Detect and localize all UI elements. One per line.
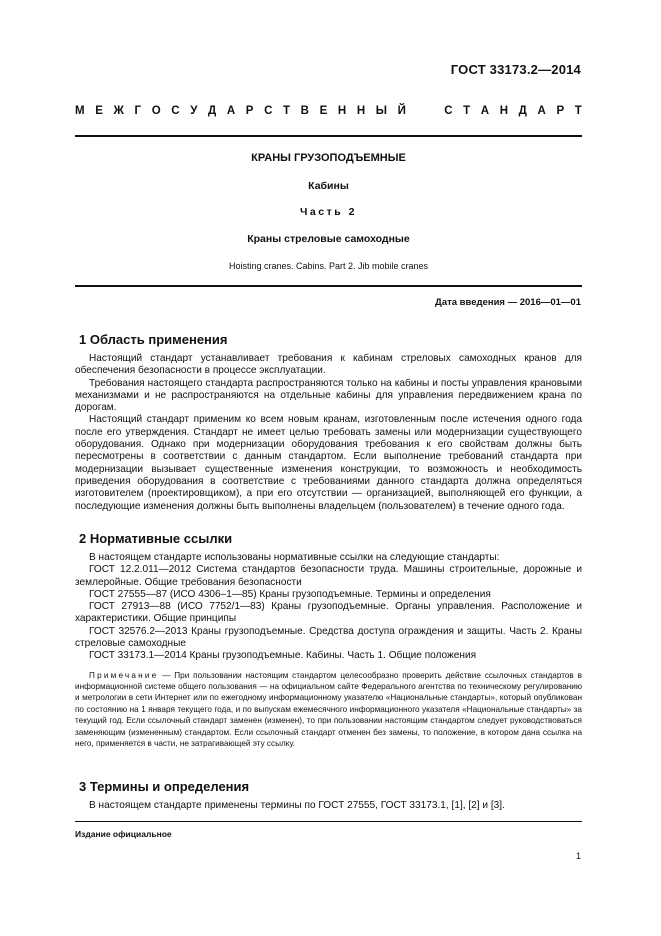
banner-letter: Н [337,105,347,117]
page-number: 1 [575,851,581,861]
banner-letter [417,105,420,117]
paragraph: Требования настоящего стандарта распространяются только на кабины и посты управления крановыми механизмами и не распространяются на отдельные кабины для управления передвижением крана по дорогам. [75,377,582,414]
document-part: Часть 2 [300,206,357,218]
banner-letter: Т [574,105,582,117]
reference-item: ГОСТ 12.2.011—2012 Система стандартов безопасности труда. Машины строительные, дорожные и землеройные. Общие требования безопасности [75,564,582,588]
footer-divider [75,821,582,822]
note [75,670,582,750]
paragraph: Настоящий стандарт устанавливает требования к кабинам стреловых самоходных кранов для обеспечения безопасности в процессе эксплуатации. [75,353,582,377]
english-title: Hoisting cranes. Cabins. Part 2. Jib mobile cranes [228,261,429,271]
document-subtitle: Кабины [308,180,349,192]
banner-letter: Р [245,105,254,117]
effective-date: Дата введения — 2016—01—01 [435,297,581,308]
section-terms [75,779,582,812]
section-title: 2 Нормативные ссылки [79,531,233,546]
banner-letter: Д [208,105,217,117]
banner-letter: Й [397,105,406,117]
paragraph: В настоящем стандарте использованы нормативные ссылки на следующие стандарты: [89,552,500,563]
paragraph: Настоящий стандарт применим ко всем новым кранам, изготовленным после истечения одного года после его утверждения. Стандарт не имеет целью требовать замены или модернизации существующего оборудования. Однако при модернизации оборудования требования к его свойствам должны быть пересмотрены в соответствии с данным стандартом. Если выполнение требований стандарта при модернизации вызывает существенные изменения конструкции, то возможность и необходимость приведения оборудования в соответствие с требованиями данного стандарта должна определяться изготовителем (проектировщиком), а при его отсутствии — организацией, выполняющей его функции, а последующие изменения должны быть выполнены владельцем (пользователем) в течение одного года. [75,414,582,512]
title-divider [75,285,582,287]
banner-letter: Н [499,105,509,117]
paragraph: В настоящем стандарте применены термины по ГОСТ 27555, ГОСТ 33173.1, [1], [2] и [3]. [89,800,505,811]
section-scope [75,332,582,513]
banner-letter: С [444,105,453,117]
section-title: 1 Область применения [79,332,228,347]
banner-letter: Т [463,105,471,117]
banner-letter: Р [556,105,565,117]
banner-letter: А [226,105,236,117]
banner-letter: О [151,105,161,117]
banner-letter: Е [95,105,103,117]
document-title: КРАНЫ ГРУЗОПОДЪЕМНЫЕ [251,152,406,164]
banner-letter: С [171,105,180,117]
banner-letter: А [537,105,546,117]
banner-letter: Д [518,105,527,117]
note-label: Примечание [89,670,159,680]
official-edition-label: Издание официальное [75,829,172,839]
banner-letter: Е [319,105,328,117]
reference-item: ГОСТ 27913—88 (ИСО 7752/1—83) Краны грузоподъемные. Органы управления. Расположение и характеристики. Общие принципы [75,601,582,625]
section-normative-references [75,531,582,750]
banner-letter: Н [356,105,366,117]
banner-letter [430,105,433,117]
note-text: — При пользовании настоящим стандартом целесообразно проверить действие ссылочных стандартов в информационной системе общего пользования — на официальном сайте Федерального агентства по техническому регулированию и метрологии в сети Интернет или по ежегодному информационному указателю «Национальные стандарты», который опубликован по состоянию на 1 января текущего года, и по выпускам ежемесячного информационного указателя «Национальные стандарты» за текущий год. Если ссылочный стандарт заменен (изменен), то при пользовании настоящим стандартом следует руководствоваться заменяющим (измененным) стандартом. Если ссылочный стандарт отменен без замены, то положение, в котором дана ссылка на него, применяется в части, не затрагивающей эту ссылку. [75,670,582,749]
reference-item: ГОСТ 32576.2—2013 Краны грузоподъемные. Средства доступа ограждения и защиты. Часть 2. Краны стреловые самоходные [75,625,582,650]
banner-letter: С [264,105,273,117]
section-title: 3 Термины и определения [79,779,250,794]
banner-letter: Г [134,105,142,117]
banner-letter: М [75,105,85,117]
banner-letter: У [190,105,198,117]
banner-letter: Т [283,105,291,117]
document-code: ГОСТ 33173.2—2014 [450,62,581,77]
reference-item: ГОСТ 27555—87 (ИСО 4306–1—85) Краны грузоподъемные. Термины и определения [89,588,491,600]
reference-item: ГОСТ 33173.1—2014 Краны грузоподъемные. Кабины. Часть 1. Общие положения [89,650,477,662]
header-divider [75,135,582,137]
document-part-title: Краны стреловые самоходные [247,233,410,245]
banner-letter: Ж [113,105,124,117]
banner-letter: А [480,105,490,117]
banner-letter: Ы [375,105,388,117]
interstate-standard-banner [75,105,582,117]
banner-letter: В [300,105,309,117]
